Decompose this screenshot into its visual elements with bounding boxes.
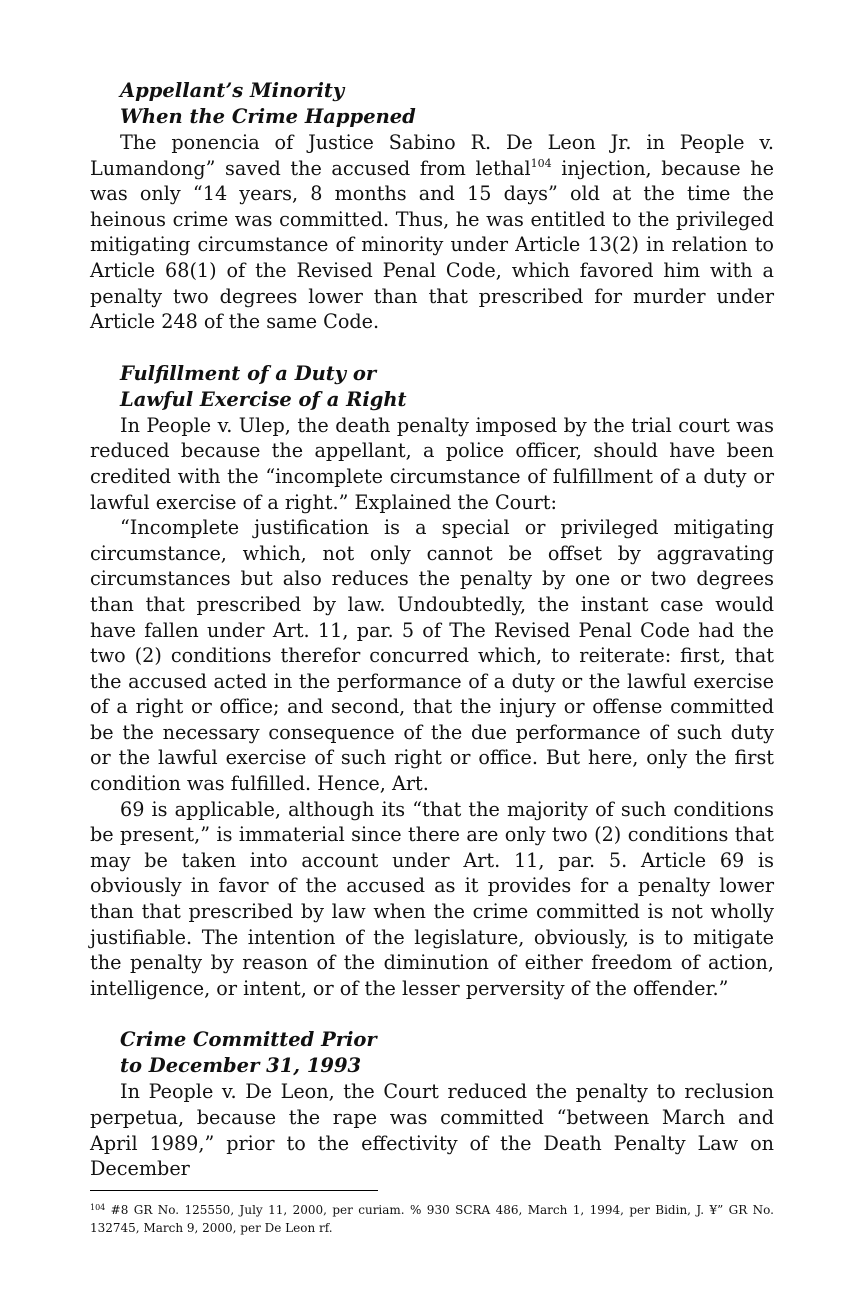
paragraph [90, 130, 774, 335]
section-heading-prior-1993 [120, 1027, 774, 1079]
section-heading-fulfillment [120, 361, 774, 413]
footnote-text: #8 GR No. 125550, July 11, 2000, per curiam. % 930 SCRA 486, March 1, 1994, per Bidin, J. ¥” GR No. 132745, March 9, 2000, per De Leon rf. [90, 1202, 774, 1235]
paragraph: In People v. Ulep, the death penalty imposed by the trial court was reduced because the appellant, a police officer, should have been credited with the “incomplete circumstance of fulfillment of a duty or lawful exercise of a right.” Explained the Court: [90, 413, 774, 514]
heading-line: Crime Committed Prior [120, 1028, 377, 1052]
heading-line: Lawful Exercise of a Right [120, 387, 407, 411]
heading-line: Appellant’s Minority [120, 79, 345, 102]
quoted-paragraph: 69 is applicable, although its “that the majority of such conditions be present,” is immaterial since there are only two (2) conditions that may be taken into account under Art. 11, par. 5. Article 69 is obviously in favor of the accused as it provides for a penalty lower than that prescribed by law when the crime committed is not wholly justifiable. The intention of the legislature, obviously, is to mitigate the penalty by reason of the diminution of either freedom of action, intelligence, or intent, or of the lesser perversity of the offender.” [90, 797, 774, 1000]
document-page [90, 78, 774, 1237]
quoted-paragraph: “Incomplete justification is a special or privileged mitigating circumstance, which, not only cannot be offset by aggravating circumstances but also reduces the penalty by one or two degrees than that prescribed by law. Undoubtedly, the instant case would have fallen under Art. 11, par. 5 of The Revised Penal Code had the two (2) conditions therefor concurred which, to reiterate: first, that the accused acted in the performance of a duty or the lawful exercise of a right or office; and second, that the injury or offense committed be the necessary consequence of the due performance of such duty or the lawful exercise of such right or office. But here, only the first condition was fulfilled. Hence, Art. [90, 516, 774, 796]
paragraph: In People v. De Leon, the Court reduced the penalty to reclusion perpetua, because the rape was committed “between March and April 1989,” prior to the effectivity of the Death Penalty Law on December [90, 1080, 774, 1181]
paragraph-text: The ponencia of Justice Sabino R. De Leon Jr. in People v. Lumandong” saved the accused from lethal [90, 131, 774, 180]
heading-line: When the Crime Happened [120, 105, 416, 128]
heading-line: Fulfillment of a Duty or [120, 361, 377, 385]
paragraph-text: injection, because he was only “14 years, 8 months and 15 days” old at the time the heinous crime was committed. Thus, he was entitled to the privileged mitigating circumstance of minority under Article 13(2) in relation to Article 68(1) of the Revised Penal Code, which favored him with a penalty two degrees lower than that prescribed for murder under Article 248 of the same Code. [90, 156, 774, 334]
section-heading-minority [120, 78, 774, 130]
footnote-reference: 104 [530, 156, 552, 170]
footnote [90, 1201, 774, 1237]
footnote-separator [90, 1190, 378, 1191]
heading-line: to December 31, 1993 [120, 1054, 362, 1078]
footnote-marker: 104 [90, 1202, 106, 1212]
